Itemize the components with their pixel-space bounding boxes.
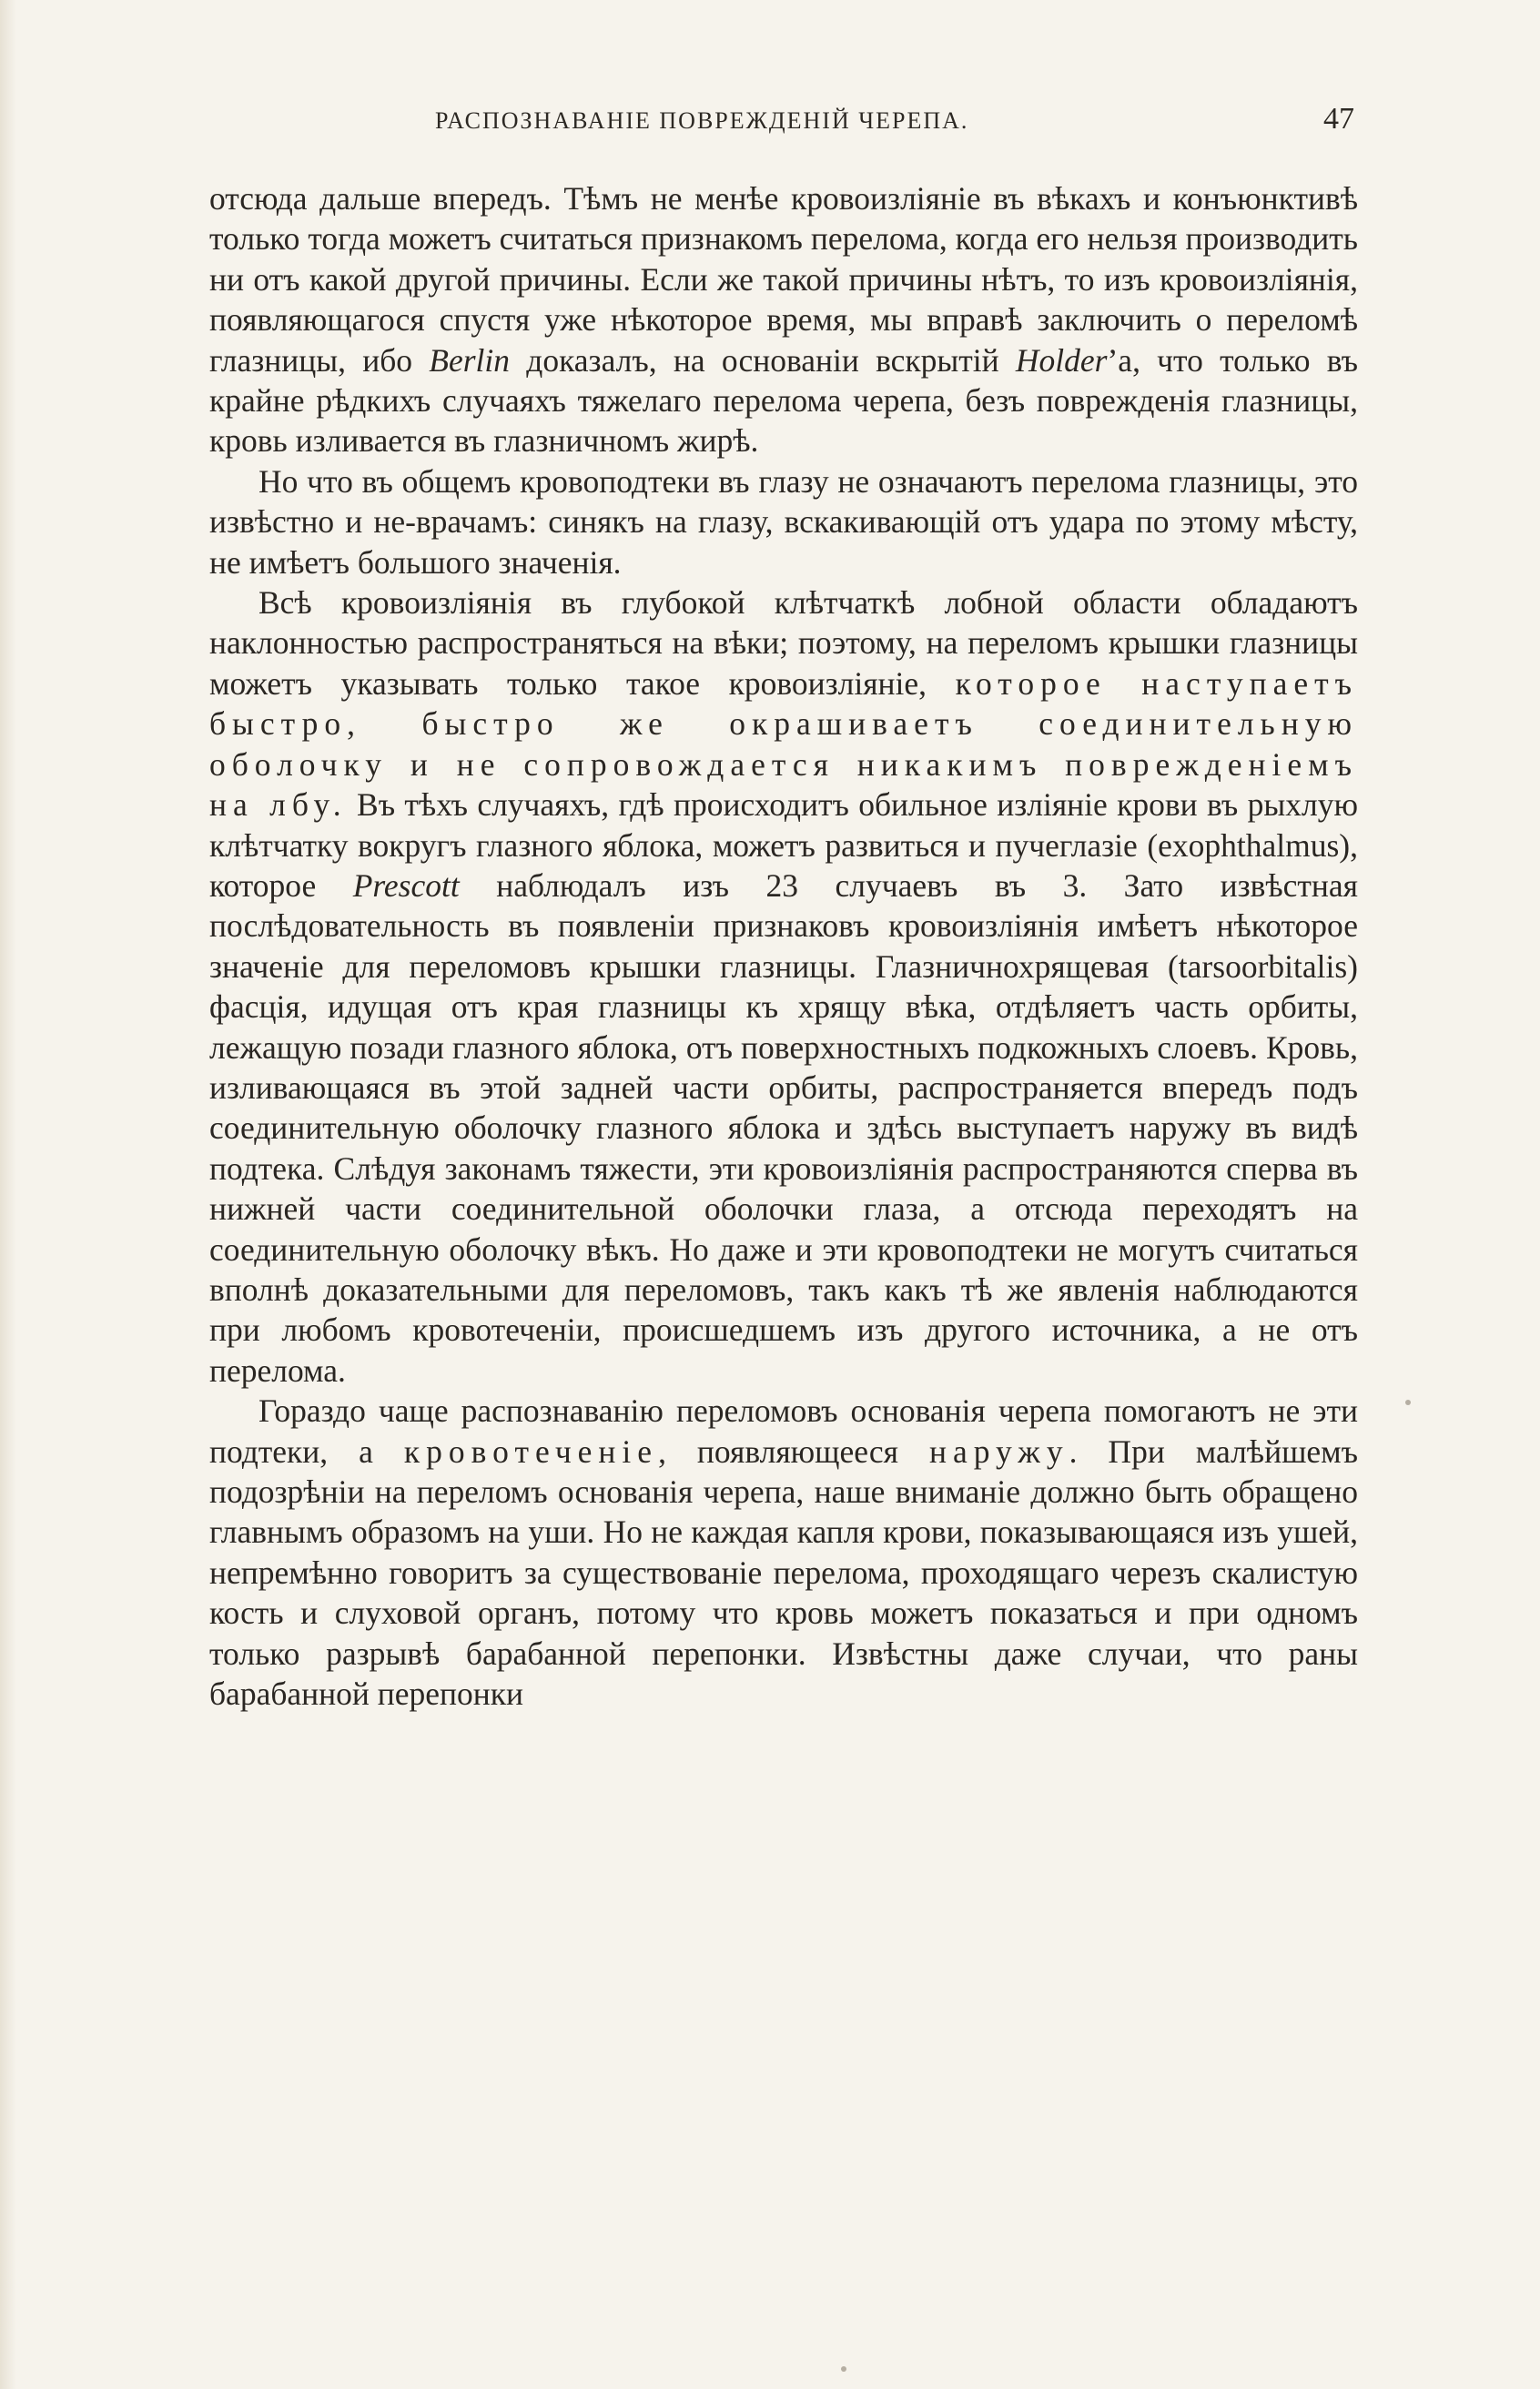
text-run: ’а, что только въ крайне рѣдкихъ случаяхъ тяжелаго перелома черепа, безъ поврежденія глазницы, кровь изливается въ глазничномъ жирѣ. xyxy=(209,341,1358,460)
margin-speck xyxy=(1405,1400,1411,1405)
page-edge-shadow xyxy=(0,0,16,2389)
paragraph xyxy=(209,461,1358,582)
paragraph xyxy=(209,1391,1358,1714)
italic-name: Prescott xyxy=(352,866,460,904)
text-run: отсюда дальше впередъ. Тѣмъ не менѣе кровоизліяніе въ вѣкахъ и конъюнктивѣ только тогда можетъ считаться признакомъ перелома, когда его нельзя производить ни отъ какой другой причины. Если же такой причины нѣтъ, то изъ кровоизліянія, появляющагося спустя уже нѣкоторое время, мы вправѣ заключить о переломѣ глазницы, ибо xyxy=(209,180,1358,379)
text-run: . При малѣйшемъ подозрѣніи на переломъ основанія черепа, наше вниманіе должно быть обращено главнымъ образомъ на уши. Но не каждая капля крови, показывающаяся изъ ушей, непремѣнно говоритъ за существованіе перелома, проходящаго черезъ скалистую кость и слуховой органъ, потому что кровь можетъ показаться и при одномъ только разрывѣ барабанной перепонки. Извѣстны даже случаи, что раны барабанной перепонки xyxy=(209,1432,1358,1713)
spaced-emphasis: наружу xyxy=(928,1432,1069,1470)
paragraph xyxy=(209,178,1358,461)
spaced-emphasis: кровотеченіе xyxy=(403,1432,659,1470)
bottom-speck xyxy=(841,2366,846,2372)
running-title: РАСПОЗНАВАНІЕ ПОВРЕЖДЕНІЙ ЧЕРЕПА. xyxy=(435,107,969,134)
text-run: Въ тѣхъ случаяхъ, гдѣ происходитъ обильное изліяніе крови въ рыхлую клѣтчатку вокругъ глазного яблока, можетъ развиться и пучеглазіе (exophthalmus), которое xyxy=(209,786,1358,904)
running-head xyxy=(208,102,1354,144)
paragraph xyxy=(209,582,1358,1391)
text-run: Гораздо чаще распознаванію переломовъ основанія черепа помогаютъ не эти подтеки, а xyxy=(209,1392,1358,1470)
text-run: Но что въ общемъ кровоподтеки въ глазу не означаютъ перелома глазницы, это извѣстно и не-врачамъ: синякъ на глазу, вскакивающій отъ удара по этому мѣсту, не имѣетъ большого значенія. xyxy=(209,462,1358,581)
text-run: Всѣ кровоизліянія въ глубокой клѣтчаткѣ лобной области обладаютъ наклонностью распространяться на вѣки; поэтому, на переломъ крышки глазницы можетъ указывать только такое кровоизліяніе, xyxy=(209,584,1358,702)
text-run: , появляющееся xyxy=(658,1432,929,1470)
text-run: наблюдалъ изъ 23 случаевъ въ 3. Зато извѣстная послѣдовательность въ появленіи признаковъ кровоизліянія имѣетъ нѣкоторое значеніе для переломовъ крышки глазницы. Глазничнохрящевая (tarsoorbitalis) фасція, идущая отъ края глазницы къ хрящу вѣка, отдѣляетъ часть орбиты, лежащую позади глазного яблока, отъ поверхностныхъ подкожныхъ слоевъ. Кровь, изливающаяся въ этой задней части орбиты, распространяется впередъ подъ соединительную оболочку глазного яблока и здѣсь выступаетъ наружу въ видѣ подтека. Слѣдуя законамъ тяжести, эти кровоизліянія распространяются сперва въ нижней части соединительной оболочки глаза, а отсюда переходятъ на соединительную оболочку вѣкъ. Но даже и эти кровоподтеки не могутъ считаться вполнѣ доказательными для переломовъ, такъ какъ тѣ же явленія наблюдаются при любомъ кровотеченіи, происшедшемъ изъ другого источника, а не отъ перелома. xyxy=(209,866,1359,1389)
body-text xyxy=(209,178,1358,1714)
italic-name: Berlin xyxy=(429,341,511,379)
text-run: доказалъ, на основаніи вскрытій xyxy=(510,341,1016,379)
spaced-emphasis: которое наступаетъ быстро, быстро же окрашиваетъ соединительную оболочку и не сопровождается никакимъ поврежденіемъ на лбу. xyxy=(209,664,1358,824)
page-number: 47 xyxy=(1323,102,1354,136)
italic-name: Holder xyxy=(1015,341,1108,379)
